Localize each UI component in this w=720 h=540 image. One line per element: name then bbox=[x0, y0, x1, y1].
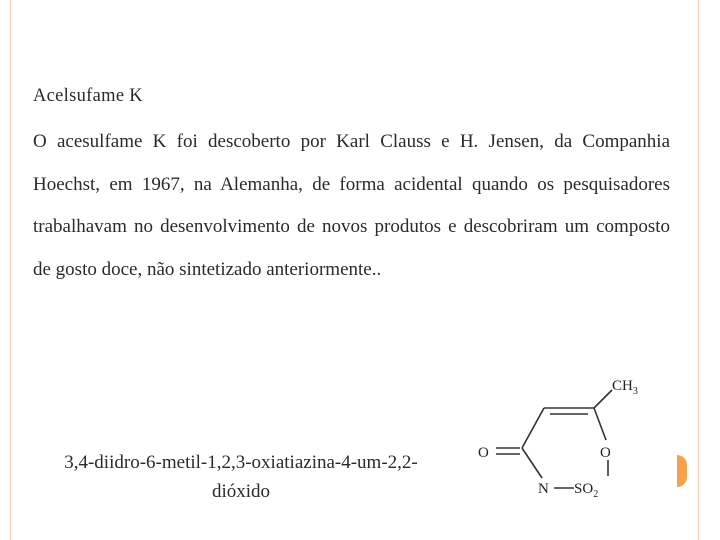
ring-oxygen-label: O bbox=[600, 445, 611, 461]
molecule-bonds bbox=[496, 390, 612, 488]
sulfonyl-label: $SO_2$ bbox=[574, 481, 599, 500]
bond-c4-c5 bbox=[522, 408, 544, 448]
bond-methyl bbox=[594, 390, 612, 408]
bond-c4-n3 bbox=[522, 448, 542, 478]
nitrogen-label: N bbox=[538, 481, 549, 497]
slide-title: Acelsufame K bbox=[33, 86, 143, 106]
bond-c6-o1 bbox=[594, 408, 606, 440]
slide-accent-tab bbox=[677, 455, 687, 487]
carbonyl-oxygen-label: O bbox=[478, 445, 489, 461]
slide-paragraph: O acesulfame K foi descoberto por Karl Clauss e H. Jensen, da Companhia Hoechst, em 1967, na Alemanha, de forma acidental quando os pesquisadores trabalhavam no desenvolvimento de novos produtos e descobriram um composto de gosto doce, não sintetizado anteriormente.. bbox=[33, 131, 670, 280]
acesulfame-structure-diagram bbox=[470, 368, 660, 508]
methyl-label: $CH_3$ bbox=[612, 378, 638, 397]
compound-name-caption: 3,4-diidro-6-metil-1,2,3-oxiatiazina-4-um-2,2-dióxido bbox=[64, 452, 418, 502]
